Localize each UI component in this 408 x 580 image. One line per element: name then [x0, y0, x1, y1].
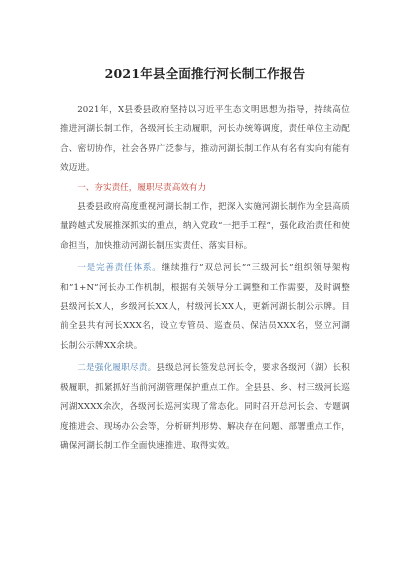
item-2-text: 县级总河长签发总河长令，要求各级河（湖）长积极履职，抓紧抓好当前河湖管理保护重点工作。全县县、乡、村三级河长巡河湖XXXX余次，各级河长巡河实现了常态化。同时召开总河长会、专题调度推进会、现场办公会等，分析研判形势、解决存在问题、部署重点工作，确保河湖长制工作全面快速推进、取得实效。: [60, 363, 350, 451]
item-1-paragraph: [60, 259, 350, 356]
section-1-paragraph: 县委县政府高度重视河湖长制工作，把深入实施河湖长制作为全县高质量跨越式发展推深抓实的重点，纳入党政“一把手工程”，强化政治责任和使命担当，加快推动河湖长制压实责任、落实目标。: [60, 202, 350, 251]
item-1-lead: 一是完善责任体系。: [77, 263, 162, 274]
intro-paragraph: 2021年，X县委县政府坚持以习近平生态文明思想为指导，持续高位推进河湖长制工作，各级河长主动履职，河长办统筹调度，责任单位主动配合、密切协作，社会各界广泛参与，推动河湖长制工作从有名有实向有能有效迈进。: [60, 105, 350, 174]
item-2-lead: 二是强化履职尽责。: [77, 363, 157, 374]
document-title: 2021年县全面推行河长制工作报告: [104, 66, 306, 81]
item-1-text: 继续推行”双总河长”“三级河长”组织领导架构和”1+N”河长办工作机制，根据有关领导分工调整和工作需要，及时调整县级河长X人，乡级河长XX人，村级河长XX人，更新河湖长制公示牌。目前全县共有河长XXX名，设立专管员、巡查员、保洁员XXX名，竖立河湖长制公示牌XX余块。: [60, 263, 350, 351]
item-2-paragraph: [60, 359, 350, 456]
section-1-heading: 一、夯实责任，履职尽责高效有力: [77, 182, 207, 193]
